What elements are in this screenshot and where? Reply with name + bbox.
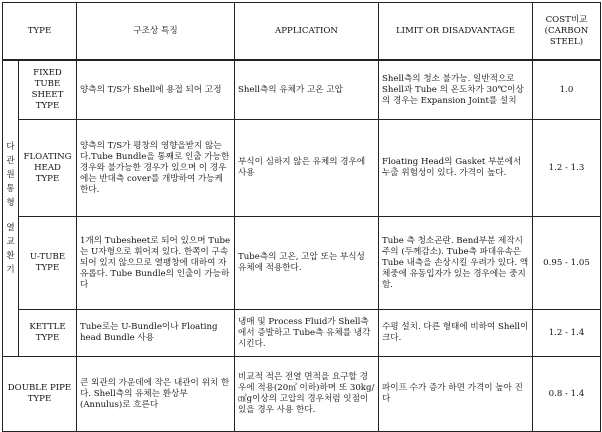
- limit-cell: 파이프 수가 증가 하면 가격이 높아 진다: [379, 357, 533, 432]
- structure-cell: 양측의 T/S가 평창의 영향을받지 않는다.Tube Bundle을 통째로 인출 가능한 경우와 불가능한 경우가 있으며 이 경우에는 반대측 cover를 개방하여 가능케한다.: [77, 120, 235, 217]
- type-cell: FLOATING HEAD TYPE: [19, 120, 77, 217]
- application-cell: Shell측의 유체가 고온 고압: [235, 60, 379, 120]
- table-row: [3, 120, 601, 217]
- limit-cell: Tube 측 청소곤란. Bend부분 제작시 주의 (두께감소). Tube측 파대유속은 Tube 내측을 손상시킬 우려가 있다. 액체중에 유동입자가 있는 경우에는 중지 함.: [379, 217, 533, 310]
- application-cell: 냉매 및 Process Fluid가 Shell측에서 증발하고 Tube측 유체를 냉각시킨다.: [235, 310, 379, 357]
- header-type: TYPE: [3, 3, 77, 61]
- table-row: [3, 60, 601, 120]
- cost-cell: 0.95 - 1.05: [533, 217, 601, 310]
- table-row: [3, 310, 601, 357]
- type-cell: U-TUBE TYPE: [19, 217, 77, 310]
- table-row: [3, 357, 601, 432]
- structure-cell: 양측의 T/S가 Shell에 용접 되어 고정: [77, 60, 235, 120]
- limit-cell: Floating Head의 Gasket 부분에서 누출 위험성이 있다. 가격이 높다.: [379, 120, 533, 217]
- application-cell: 부식이 심하지 않은 유체의 경우에 사용: [235, 120, 379, 217]
- cost-cell: 0.8 - 1.4: [533, 357, 601, 432]
- header-limit: LIMIT OR DISADVANTAGE: [379, 3, 533, 61]
- side-label: 다 관 원 통 형 열 교 환 기: [3, 60, 19, 357]
- limit-cell: Shell측의 청소 불가능. 일반적으로 Shell과 Tube 의 온도차가 30℃이상의 경우는 Expansion Joint를 설치: [379, 60, 533, 120]
- type-cell: KETTLE TYPE: [19, 310, 77, 357]
- header-cost: COST비교 (CARBON STEEL): [533, 3, 601, 61]
- cost-cell: 1.2 - 1.3: [533, 120, 601, 217]
- structure-cell: 큰 외관의 가운데에 작은 내관이 위치 한다. Shell측의 유체는 환상부 (Annulus)로 흐른다: [77, 357, 235, 432]
- header-structure: 구조상 특징: [77, 3, 235, 61]
- type-cell: DOUBLE PIPE TYPE: [3, 357, 77, 432]
- table-row: [3, 217, 601, 310]
- application-cell: Tube측의 고온, 고압 또는 부식성 유체에 적용한다.: [235, 217, 379, 310]
- header-row: [3, 3, 601, 61]
- cost-cell: 1.2 - 1.4: [533, 310, 601, 357]
- cost-cell: 1.0: [533, 60, 601, 120]
- limit-cell: 수평 설치. 다른 형태에 비하여 Shell이 크다.: [379, 310, 533, 357]
- structure-cell: 1개의 Tubesheet로 되어 있으며 Tube는 U자형으로 휘어져 있다. 한쪽이 구속 되어 있지 않으므로 열팽창에 대하여 자유롭다. Tube Bundle의 인출이 가능하다: [77, 217, 235, 310]
- header-application: APPLICATION: [235, 3, 379, 61]
- heat-exchanger-comparison-table: [2, 2, 601, 432]
- application-cell: 비교적 적은 전열 면적을 요구할 경우에 적용(20㎡ 이하)하며 또 30kg/㎠g이상의 고압의 경우처럼 잇점이 있을 경우 사용 한다.: [235, 357, 379, 432]
- type-cell: FIXED TUBE SHEET TYPE: [19, 60, 77, 120]
- structure-cell: Tube로는 U-Bundle이나 Floating head Bundle 사용: [77, 310, 235, 357]
